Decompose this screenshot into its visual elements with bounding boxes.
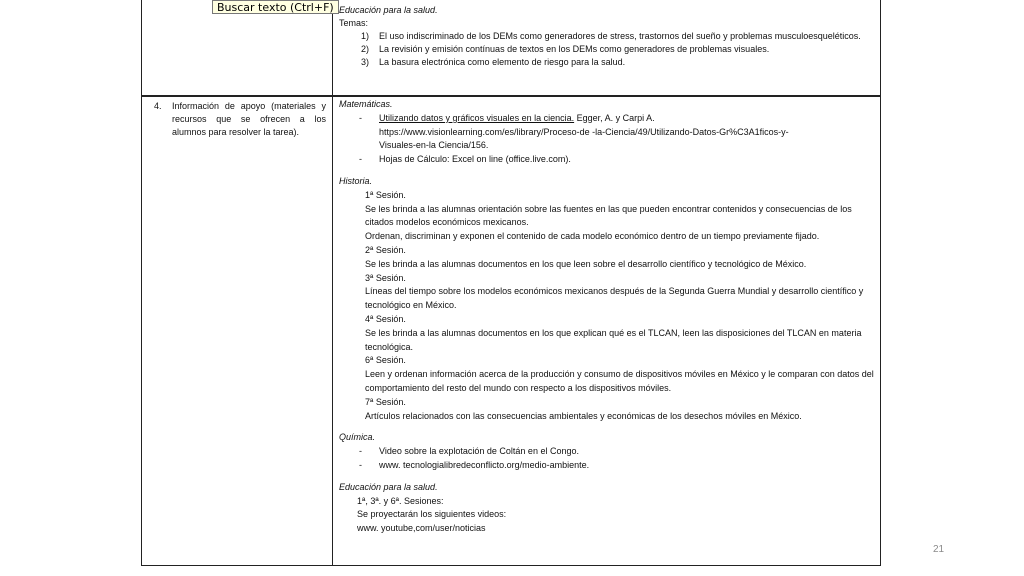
row-number: 4. <box>154 101 162 111</box>
list-item: - Hojas de Cálculo: Excel on line (office.live.com). <box>359 154 571 165</box>
support-info-label-cell <box>154 100 326 139</box>
session-title: 4ª Sesión. <box>365 313 406 324</box>
list-item: - www. tecnologialibredeconflicto.org/medio-ambiente. <box>359 459 590 470</box>
support-info-label: Información de apoyo (materiales y recursos que se ofrecen a los alumnos para resolver la tarea). <box>172 101 326 137</box>
document-table <box>141 0 881 566</box>
list-item: 1) El uso indiscriminado de los DEMs como generadores de stress, trastornos del sueño y problemas musculoesqueléticos. <box>361 31 861 41</box>
session-text: Leen y ordenan información acerca de la producción y consumo de dispositivos móviles en México y le comparan con datos del comportamiento del resto del mundo con respecto a los dispositivos móviles. <box>365 369 874 393</box>
history-sessions <box>339 189 879 424</box>
list-item: 2) La revisión y emisión contínuas de textos en los DEMs como generadores de problemas visuales. <box>361 44 770 54</box>
list-item: - Video sobre la explotación de Coltán en el Congo. <box>359 446 579 457</box>
session-text: Se les brinda a las alumnas documentos en los que leen sobre el desarrollo científico y tecnológico de México. <box>365 258 807 269</box>
row-divider <box>142 95 880 97</box>
session-title: 3ª Sesión. <box>365 272 406 283</box>
health-sessions <box>339 495 879 536</box>
article-link[interactable]: Utilizando datos y gráficos visuales en la ciencia. <box>379 112 575 123</box>
session-title: 6ª Sesión. <box>365 355 406 366</box>
session-text: Se les brinda a las alumnas orientación sobre las fuentes en las que pueden encontrar contenidos y consecuencias de los citados modelos económicos mexicanos. <box>365 203 852 228</box>
page-number: 21 <box>933 544 945 555</box>
session-text: Ordenan, discriminan y exponen el contenido de cada modelo económico dentro de un tiempo previamente fijado. <box>365 231 820 242</box>
history-heading: Historia. <box>339 175 373 186</box>
health-heading: Educación para la salud. <box>339 5 438 15</box>
video-link[interactable]: www. youtube,com/user/noticias <box>357 523 486 534</box>
session-text: Se les brinda a las alumnas documentos en los que explican qué es el TLCAN, leen las disposiciones del TLCAN en materia tecnológica. <box>365 327 862 352</box>
chemistry-heading: Química. <box>339 432 376 443</box>
health-topics-cell <box>339 4 874 69</box>
chemistry-list <box>339 445 879 473</box>
support-info-cell <box>339 98 879 536</box>
temas-label: Temas: <box>339 18 369 28</box>
list-item: 3) La basura electrónica como elemento de riesgo para la salud. <box>361 57 626 67</box>
session-title: 7ª Sesión. <box>365 396 406 407</box>
session-text: Se proyectarán los siguientes videos: <box>357 509 507 520</box>
session-title: 2ª Sesión. <box>365 244 406 255</box>
list-item: - Utilizando datos y gráficos visuales en la ciencia. Egger, A. y Carpi A. https://www.visionlearning.com/es/library/Proceso-de -la-Ciencia/49/Utilizando-Datos-Gr%C3A1ficos-y- Visuales-en-la Ciencia/156. <box>359 112 789 151</box>
math-heading: Matemáticas. <box>339 99 393 109</box>
session-text: Líneas del tiempo sobre los modelos económicos mexicanos después de la Segunda Guerra Mundial y desarrollo científico y tecnológico en México. <box>365 286 864 311</box>
topics-list <box>339 30 874 69</box>
article-url[interactable]: https://www.visionlearning.com/es/library/Proceso-de -la-Ciencia/49/Utilizando-Datos-Gr%C3A1ficos-y- <box>379 126 789 137</box>
find-text-tooltip: Buscar texto (Ctrl+F) <box>212 0 339 14</box>
conflict-free-link[interactable]: www. tecnologialibredeconflicto.org/medio-ambiente. <box>379 459 590 470</box>
math-list <box>339 112 879 167</box>
column-divider <box>332 0 333 565</box>
session-text: Artículos relacionados con las consecuencias ambientales y económicas de los desechos móviles en México. <box>365 410 802 421</box>
session-title: 1ª Sesión. <box>365 189 406 200</box>
health-heading-2: Educación para la salud. <box>339 481 438 492</box>
session-title: 1ª, 3ª. y 6ª. Sesiones: <box>357 495 444 506</box>
